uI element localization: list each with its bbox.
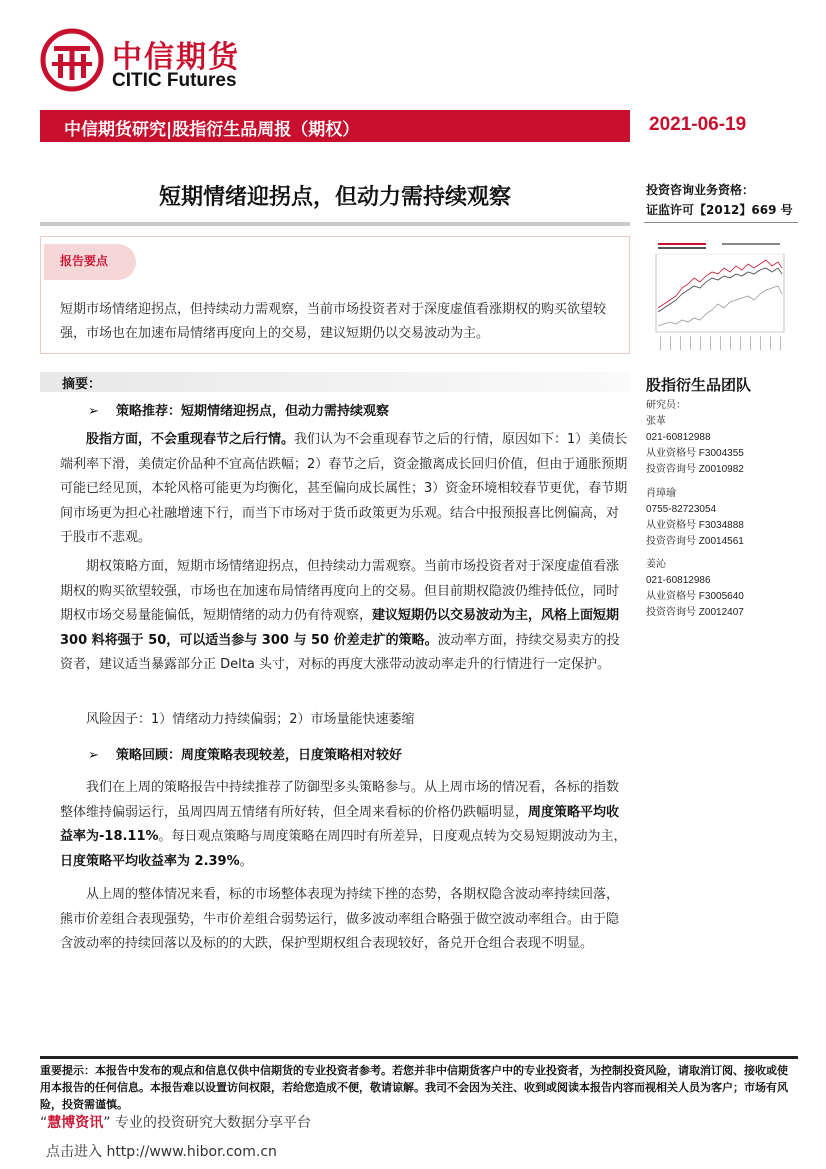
side-divider bbox=[644, 222, 798, 223]
analyst-line: 投资咨询号 Z0012407 bbox=[646, 607, 744, 618]
title-divider bbox=[40, 222, 630, 226]
paragraph: 从上周的整体情况来看，标的市场整体表现为持续下挫的态势，各期权隐含波动率持续回落，熊市价差组合表现强势，牛市价差组合弱势运行，做多波动率组合略强于做空波动率组合。由于隐含波动率的持续回落以及标的的大跌，保护型期权组合表现较好，备兑开仓组合表现不明显。 bbox=[60, 887, 620, 951]
arrow-icon: ➢ bbox=[88, 748, 99, 763]
paragraph-text: 波动率方面，持续交易卖方的投资者，建议适当暴露部分正 Delta 头寸，对标的再度大涨带动波动率走升的行情进行一定保护。 bbox=[60, 632, 620, 672]
citic-logo-icon bbox=[40, 28, 104, 92]
analyst-line: 021-60812986 bbox=[646, 575, 711, 586]
citic-logo bbox=[40, 28, 260, 98]
report-series-banner: 中信期货研究|股指衍生品周报（期权） bbox=[40, 110, 630, 142]
abstract-bar bbox=[40, 372, 630, 392]
analyst-line: 投资咨询号 Z0014561 bbox=[646, 536, 744, 547]
qualification-line: 投资咨询业务资格： bbox=[646, 183, 755, 197]
analyst-name: 姜沁 bbox=[646, 559, 666, 570]
paragraph bbox=[60, 428, 630, 551]
paragraph bbox=[60, 555, 630, 678]
report-title: 短期情绪迎拐点，但动力需持续观察 bbox=[158, 185, 511, 210]
paragraph bbox=[60, 776, 630, 874]
section-heading-text: 策略推荐：短期情绪迎拐点，但动力需持续观察 bbox=[116, 404, 390, 419]
qualification-line: 证监许可【2012】669 号 bbox=[646, 203, 793, 217]
paragraph-text: 我们在上周的策略报告中持续推荐了防御型多头策略参与。从上周市场的情况看，各标的指数整体维持偏弱运行，虽周四周五情绪有所好转，但全周来看标的价格仍跌幅明显， bbox=[60, 780, 620, 820]
paragraph-emphasis: 日度策略平均收益率为 2.39% bbox=[60, 853, 240, 869]
paragraph-text: 。 bbox=[239, 853, 253, 869]
logo-english-name: CITIC Futures bbox=[112, 70, 237, 91]
risk-factors: 风险因子：1）情绪动力持续偏弱；2）市场量能快速萎缩 bbox=[86, 712, 415, 727]
paragraph-text: 我们认为不会重现春节之后的行情，原因如下：1）美债长端利率下滑，美债定价品种不宜高估跌幅；2）春节之后，资金撤离成长回归价值，但由于通胀预期可能已经见顶，本轮风格可能更为均衡化，甚至偏向成长属性；3）资金环境相较春节更优，春节期间市场更为担心社融增速下行，而当下市场对于货币政策更为乐观。结合中报预报喜比例偏高，对于股市不悲观。 bbox=[60, 432, 628, 545]
paragraph-emphasis: 周度策略平均收益率为-18.11% bbox=[60, 804, 620, 844]
hibor-slogan-text: 专业的投资研究大数据分享平台 bbox=[114, 1115, 311, 1131]
analyst-line: 研究员： bbox=[646, 400, 686, 411]
analyst-line: 投资咨询号 Z0010982 bbox=[646, 464, 744, 475]
paragraph-lead: 股指方面，不会重现春节之后行情。 bbox=[86, 432, 295, 447]
section-heading bbox=[88, 400, 389, 419]
analyst-name: 张革 bbox=[646, 416, 666, 427]
cover-chart bbox=[644, 238, 800, 356]
paragraph-text: 期权策略方面，短期市场情绪迎拐点，但持续动力需观察。当前市场投资者对于深度虚值看涨期权的购买欲望较强，市场也在加速布局情绪再度向上的交易。但目前期权隐波仍维持低位，同时期权市场交易量能偏低，短期情绪的动力仍有待观察， bbox=[60, 559, 620, 623]
report-date: 2021-06-19 bbox=[649, 114, 747, 135]
logo-chinese-name: 中信期货 bbox=[112, 40, 240, 75]
analyst-line: 从业资格号 F3004355 bbox=[646, 448, 744, 459]
abstract-label: 摘要： bbox=[62, 377, 102, 392]
important-notice: 重要提示：本报告中发布的观点和信息仅供中信期货的专业投资者参考。若您并非中信期货客户中的专业投资者，为控制投资风险，请取消订阅、接收或使用本报告的任何信息。本报告难以设置访问权限，若给您造成不便，敬请谅解。我司不会因为关注、收到或阅读本报告内容而视相关人员为客户；市场有风险，投资需谨慎。 bbox=[40, 1056, 798, 1113]
analyst-line: 0755-82723054 bbox=[646, 504, 717, 515]
analyst-block bbox=[646, 557, 744, 621]
hibor-link[interactable]: 点击进入 http://www.hibor.com.cn bbox=[46, 1144, 277, 1160]
paragraph-text: 。每日观点策略与周度策略在周四时有所差异，日度观点转为交易短期波动为主， bbox=[158, 829, 627, 844]
analyst-line: 从业资格号 F3005640 bbox=[646, 591, 744, 602]
paragraph-emphasis: 建议短期仍以交易波动为主，风格上面短期 300 料将强于 50，可以适当参与 300 与 50 价差走扩的策略。 bbox=[60, 608, 620, 648]
hibor-slogan bbox=[40, 1112, 311, 1132]
arrow-icon: ➢ bbox=[88, 404, 99, 419]
analyst-block bbox=[646, 398, 744, 478]
analyst-line: 021-60812988 bbox=[646, 432, 711, 443]
hibor-brand: 慧博资讯 bbox=[47, 1115, 104, 1131]
hibor-quote: “ bbox=[40, 1115, 48, 1131]
analyst-name: 肖璋瑜 bbox=[646, 488, 676, 499]
team-title: 股指衍生品团队 bbox=[646, 376, 752, 394]
section-heading bbox=[88, 744, 402, 763]
key-points-text: 短期市场情绪迎拐点，但持续动力需观察，当前市场投资者对于深度虚值看涨期权的购买欲望较强，市场也在加速布局情绪再度向上的交易，建议短期仍以交易波动为主。 bbox=[60, 302, 607, 341]
qualification bbox=[646, 180, 793, 220]
section-heading-text: 策略回顾：周度策略表现较差，日度策略相对较好 bbox=[116, 748, 403, 763]
analyst-block bbox=[646, 486, 744, 550]
analyst-line: 从业资格号 F3034888 bbox=[646, 520, 744, 531]
hibor-quote: ” bbox=[103, 1115, 111, 1131]
key-points-label: 报告要点 bbox=[60, 254, 109, 268]
